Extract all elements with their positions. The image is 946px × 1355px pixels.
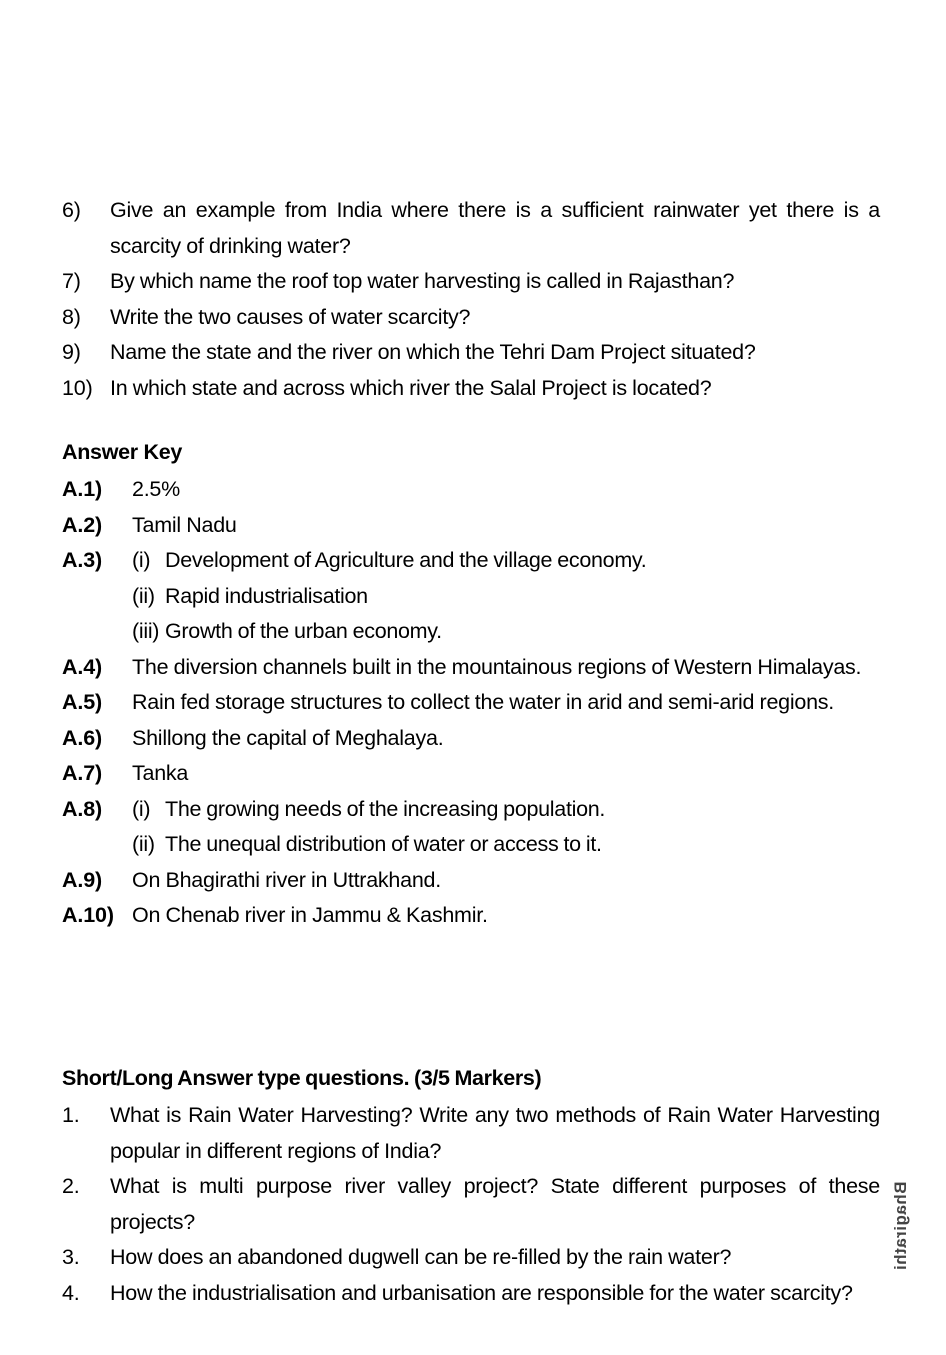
- list-item-marker: 2.: [62, 1174, 80, 1198]
- list-item-marker: 9): [62, 340, 81, 364]
- list-item-marker: A.4): [62, 654, 103, 679]
- list-item: [62, 543, 880, 650]
- list-item: [62, 508, 880, 544]
- list-item-text: Name the state and the river on which the Tehri Dam Project situated?: [110, 340, 756, 364]
- list-item-text: By which name the roof top water harvesting is called in Rajasthan?: [110, 269, 735, 293]
- sub-list-item-marker: (i): [132, 548, 151, 572]
- sub-list-item-marker: (iii): [132, 619, 160, 643]
- list-item-text: Give an example from India where there is a sufficient rainwater yet there is a scarcity of drinking water?: [110, 198, 880, 258]
- list-item-text: On Chenab river in Jammu & Kashmir.: [132, 903, 488, 927]
- list-item: [62, 650, 880, 686]
- list-item-marker: 4.: [62, 1280, 80, 1305]
- list-item: [62, 863, 880, 899]
- list-item-text: What is multi purpose river valley project? State different purposes of these projects?: [110, 1174, 880, 1234]
- list-item: [62, 264, 880, 300]
- list-item: [62, 300, 880, 336]
- list-item-marker: 8): [62, 304, 81, 329]
- list-item-text: Tanka: [132, 761, 189, 785]
- list-item-marker: A.6): [62, 725, 103, 750]
- short-long-section-heading: Short/Long Answer type questions. (3/5 Markers): [62, 1066, 542, 1090]
- list-item-marker: A.10): [62, 903, 114, 927]
- question-list-bottom: [62, 1098, 880, 1311]
- sub-list-item-text: The growing needs of the increasing population.: [165, 796, 606, 821]
- list-item-marker: 6): [62, 198, 81, 222]
- list-item-text: On Bhagirathi river in Uttrakhand.: [132, 867, 441, 892]
- list-item-marker: 3.: [62, 1245, 80, 1269]
- list-item-marker: A.8): [62, 796, 103, 821]
- sub-list-item-text: Growth of the urban economy.: [165, 619, 442, 643]
- list-item-marker: A.2): [62, 512, 103, 537]
- margin-artifact-text: Bhagirathi: [891, 1180, 910, 1271]
- list-item-text: Rain fed storage structures to collect the water in arid and semi-arid regions.: [132, 690, 835, 714]
- sub-list-item-text: Rapid industrialisation: [165, 583, 368, 608]
- list-item-subitems: [132, 543, 880, 650]
- list-item-marker: A.1): [62, 477, 103, 501]
- list-item-marker: 7): [62, 269, 81, 293]
- sub-list-item: [132, 827, 880, 863]
- list-item-marker: 1.: [62, 1103, 80, 1127]
- list-item: [62, 1240, 880, 1276]
- list-item-text: What is Rain Water Harvesting? Write any two methods of Rain Water Harvesting popular in different regions of India?: [110, 1103, 880, 1163]
- list-item-marker: A.9): [62, 867, 103, 892]
- list-item: [62, 756, 880, 792]
- list-item: [62, 898, 880, 934]
- list-item-text: In which state and across which river the Salal Project is located?: [110, 375, 712, 400]
- list-item: [62, 335, 880, 371]
- list-item: [62, 792, 880, 863]
- sub-list-item: [132, 614, 880, 650]
- list-item-text: The diversion channels built in the mountainous regions of Western Himalayas.: [132, 654, 862, 679]
- list-item-marker: A.7): [62, 761, 103, 785]
- list-item: [62, 685, 880, 721]
- list-item-text: Shillong the capital of Meghalaya.: [132, 725, 444, 750]
- list-item: [62, 371, 880, 407]
- list-item: [62, 472, 880, 508]
- sub-list-item: [132, 579, 880, 615]
- answer-key-heading: Answer Key: [62, 440, 183, 464]
- margin-scan-artifact: [884, 1128, 918, 1323]
- list-item-marker: 10): [62, 375, 93, 400]
- question-list-top: [62, 193, 880, 406]
- list-item: [62, 1276, 880, 1312]
- list-item-subitems: [132, 792, 880, 863]
- list-item: [62, 721, 880, 757]
- list-item-text: How the industrialisation and urbanisation are responsible for the water scarcity?: [110, 1280, 853, 1305]
- list-item-marker: A.3): [62, 548, 103, 572]
- sub-list-item-marker: (ii): [132, 583, 155, 608]
- sub-list-item-marker: (ii): [132, 832, 155, 856]
- sub-list-item: [132, 543, 880, 579]
- sub-list-item-text: Development of Agriculture and the village economy.: [165, 548, 647, 572]
- sub-list-item-marker: (i): [132, 796, 151, 821]
- sub-list-item: [132, 792, 880, 828]
- list-item: [62, 193, 880, 264]
- list-item: [62, 1098, 880, 1169]
- list-item-text: Tamil Nadu: [132, 512, 237, 537]
- answer-key-list: [62, 472, 880, 934]
- list-item-text: 2.5%: [132, 477, 181, 501]
- sub-list-item-text: The unequal distribution of water or access to it.: [165, 832, 602, 856]
- list-item: [62, 1169, 880, 1240]
- list-item-text: Write the two causes of water scarcity?: [110, 304, 471, 329]
- list-item-marker: A.5): [62, 690, 103, 714]
- list-item-text: How does an abandoned dugwell can be re-filled by the rain water?: [110, 1245, 732, 1269]
